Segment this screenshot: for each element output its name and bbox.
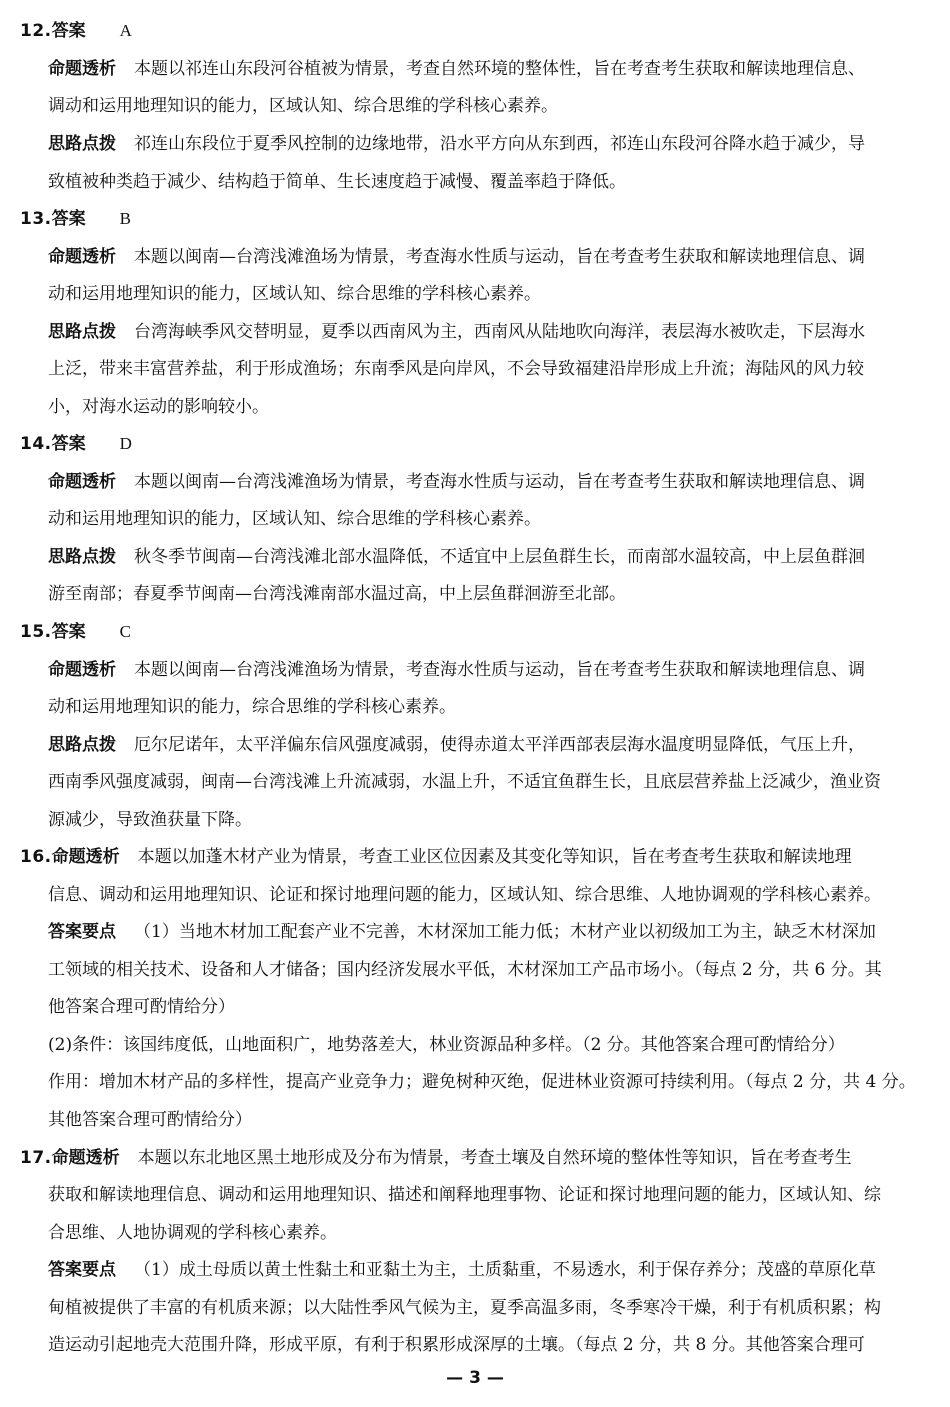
q13-hint-text: 台湾海峡季风交替明显，夏季以西南风为主，西南风从陆地吹向海洋，表层海水被吹走，下层海水 <box>134 322 865 342</box>
q16-points-cont-1: 工领域的相关技术、设备和人才储备；国内经济发展水平低，木材深加工产品市场小。（每点 2 分，共 6 分。其 <box>48 960 882 980</box>
q17-points-cont-1: 甸植被提供了丰富的有机质来源；以大陆性季风气候为主，夏季高温多雨，冬季寒冷干燥，利于有机质积累；构 <box>48 1298 881 1318</box>
q15-answer: C <box>119 622 131 641</box>
q12-analysis-label: 命题透析 <box>48 59 116 79</box>
q16-points-label: 答案要点 <box>48 922 116 942</box>
q12-answer-line <box>20 19 132 43</box>
q13-answer-line <box>20 207 131 231</box>
q14-analysis-text: 本题以闽南—台湾浅滩渔场为情景，考查海水性质与运动，旨在考查考生获取和解读地理信息、调 <box>134 472 865 492</box>
q13-answer: B <box>119 209 131 228</box>
q14-answer-line <box>20 432 132 456</box>
q16-analysis-line <box>20 845 852 869</box>
q14-hint-line <box>48 545 865 569</box>
q14-hint-label: 思路点拨 <box>48 547 116 567</box>
q12-hint-text: 祁连山东段位于夏季风控制的边缘地带，沿水平方向从东到西，祁连山东段河谷降水趋于减少，导 <box>134 134 865 154</box>
q17-points-text: （1）成土母质以黄土性黏土和亚黏土为主，土质黏重，不易透水，利于保存养分；茂盛的草原化草 <box>134 1260 876 1280</box>
q12-analysis-line <box>48 57 865 81</box>
q13-analysis-text: 本题以闽南—台湾浅滩渔场为情景，考查海水性质与运动，旨在考查考生获取和解读地理信息、调 <box>134 247 865 267</box>
q14-number: 14. <box>20 434 52 454</box>
q17-analysis-cont-2: 合思维、人地协调观的学科核心素养。 <box>48 1223 337 1243</box>
q13-analysis-line <box>48 245 865 269</box>
q16-points-cont-2: 他答案合理可酌情给分） <box>48 997 235 1017</box>
q13-answer-label: 答案 <box>51 209 86 229</box>
q15-hint-text: 厄尔尼诺年，太平洋偏东信风强度减弱，使得赤道太平洋西部表层海水温度明显降低，气压上升， <box>134 735 865 755</box>
q16-analysis-label: 命题透析 <box>51 847 120 867</box>
q13-hint-cont-2: 小，对海水运动的影响较小。 <box>48 397 269 417</box>
q12-analysis-cont: 调动和运用地理知识的能力，区域认知、综合思维的学科核心素养。 <box>48 96 558 116</box>
q16-analysis-cont: 信息、调动和运用地理知识、论证和探讨地理问题的能力，区域认知、综合思维、人地协调观的学科核心素养。 <box>48 885 881 905</box>
q15-analysis-line <box>48 658 865 682</box>
q16-points-line <box>48 920 876 944</box>
q17-analysis-cont-1: 获取和解读地理信息、调动和运用地理知识、描述和阐释地理事物、论证和探讨地理问题的能力，区域认知、综 <box>48 1185 881 1205</box>
q13-hint-label: 思路点拨 <box>48 322 116 342</box>
q12-hint-cont: 致植被种类趋于减少、结构趋于简单、生长速度趋于减慢、覆盖率趋于降低。 <box>48 172 626 192</box>
q17-points-label: 答案要点 <box>48 1260 116 1280</box>
q17-points-cont-2: 造运动引起地壳大范围升降，形成平原，有利于积累形成深厚的土壤。（每点 2 分，共 8 分。其他答案合理可 <box>48 1335 865 1355</box>
q13-analysis-label: 命题透析 <box>48 247 116 267</box>
page-number: — 3 — <box>446 1368 504 1388</box>
q15-number: 15. <box>20 622 52 642</box>
q17-points-line <box>48 1258 876 1282</box>
q14-answer: D <box>119 434 132 453</box>
q16-number: 16. <box>20 847 52 867</box>
q17-analysis-label: 命题透析 <box>51 1148 120 1168</box>
q17-analysis-text: 本题以东北地区黑土地形成及分布为情景，考查土壤及自然环境的整体性等知识，旨在考查考生 <box>137 1148 852 1168</box>
q15-hint-cont-2: 源减少，导致渔获量下降。 <box>48 810 252 830</box>
q16-part2-condition: (2)条件：该国纬度低，山地面积广，地势落差大，林业资源品种多样。（2 分。其他答案合理可酌情给分） <box>48 1035 845 1055</box>
q15-analysis-label: 命题透析 <box>48 660 116 680</box>
q16-analysis-text: 本题以加蓬木材产业为情景，考查工业区位因素及其变化等知识，旨在考查考生获取和解读地理 <box>137 847 852 867</box>
q15-answer-label: 答案 <box>51 622 86 642</box>
q15-answer-line <box>20 620 131 644</box>
q15-hint-line <box>48 733 865 757</box>
q15-hint-label: 思路点拨 <box>48 735 116 755</box>
q14-analysis-cont: 动和运用地理知识的能力，区域认知、综合思维的学科核心素养。 <box>48 509 541 529</box>
q16-part2-effect-cont: 其他答案合理可酌情给分） <box>48 1110 252 1130</box>
q14-analysis-line <box>48 470 865 494</box>
q16-part2-effect: 作用：增加木材产品的多样性，提高产业竞争力；避免树种灭绝，促进林业资源可持续利用。（每点 2 分，共 4 分。 <box>48 1072 916 1092</box>
q12-answer: A <box>119 21 132 40</box>
q13-hint-line <box>48 320 865 344</box>
q15-hint-cont-1: 西南季风强度减弱，闽南—台湾浅滩上升流减弱，水温上升，不适宜鱼群生长，且底层营养盐上泛减少，渔业资 <box>48 772 881 792</box>
q12-number: 12. <box>20 21 52 41</box>
q12-analysis-text: 本题以祁连山东段河谷植被为情景，考查自然环境的整体性，旨在考查考生获取和解读地理信息、 <box>134 59 865 79</box>
q12-answer-label: 答案 <box>51 21 86 41</box>
q17-analysis-line <box>20 1146 852 1170</box>
q12-hint-line <box>48 132 865 156</box>
q15-analysis-text: 本题以闽南—台湾浅滩渔场为情景，考查海水性质与运动，旨在考查考生获取和解读地理信息、调 <box>134 660 865 680</box>
q13-hint-cont-1: 上泛，带来丰富营养盐，利于形成渔场；东南季风是向岸风，不会导致福建沿岸形成上升流；海陆风的风力较 <box>48 359 864 379</box>
q14-hint-cont: 游至南部；春夏季节闽南—台湾浅滩南部水温过高，中上层鱼群洄游至北部。 <box>48 584 626 604</box>
q14-analysis-label: 命题透析 <box>48 472 116 492</box>
q14-hint-text: 秋冬季节闽南—台湾浅滩北部水温降低，不适宜中上层鱼群生长，而南部水温较高，中上层鱼群洄 <box>134 547 865 567</box>
q12-hint-label: 思路点拨 <box>48 134 116 154</box>
q16-points-text: （1）当地木材加工配套产业不完善，木材深加工能力低；木材产业以初级加工为主，缺乏木材深加 <box>134 922 876 942</box>
q17-number: 17. <box>20 1148 52 1168</box>
q13-number: 13. <box>20 209 52 229</box>
q15-analysis-cont: 动和运用地理知识的能力，综合思维的学科核心素养。 <box>48 697 456 717</box>
q13-analysis-cont: 动和运用地理知识的能力，区域认知、综合思维的学科核心素养。 <box>48 284 541 304</box>
q14-answer-label: 答案 <box>51 434 86 454</box>
